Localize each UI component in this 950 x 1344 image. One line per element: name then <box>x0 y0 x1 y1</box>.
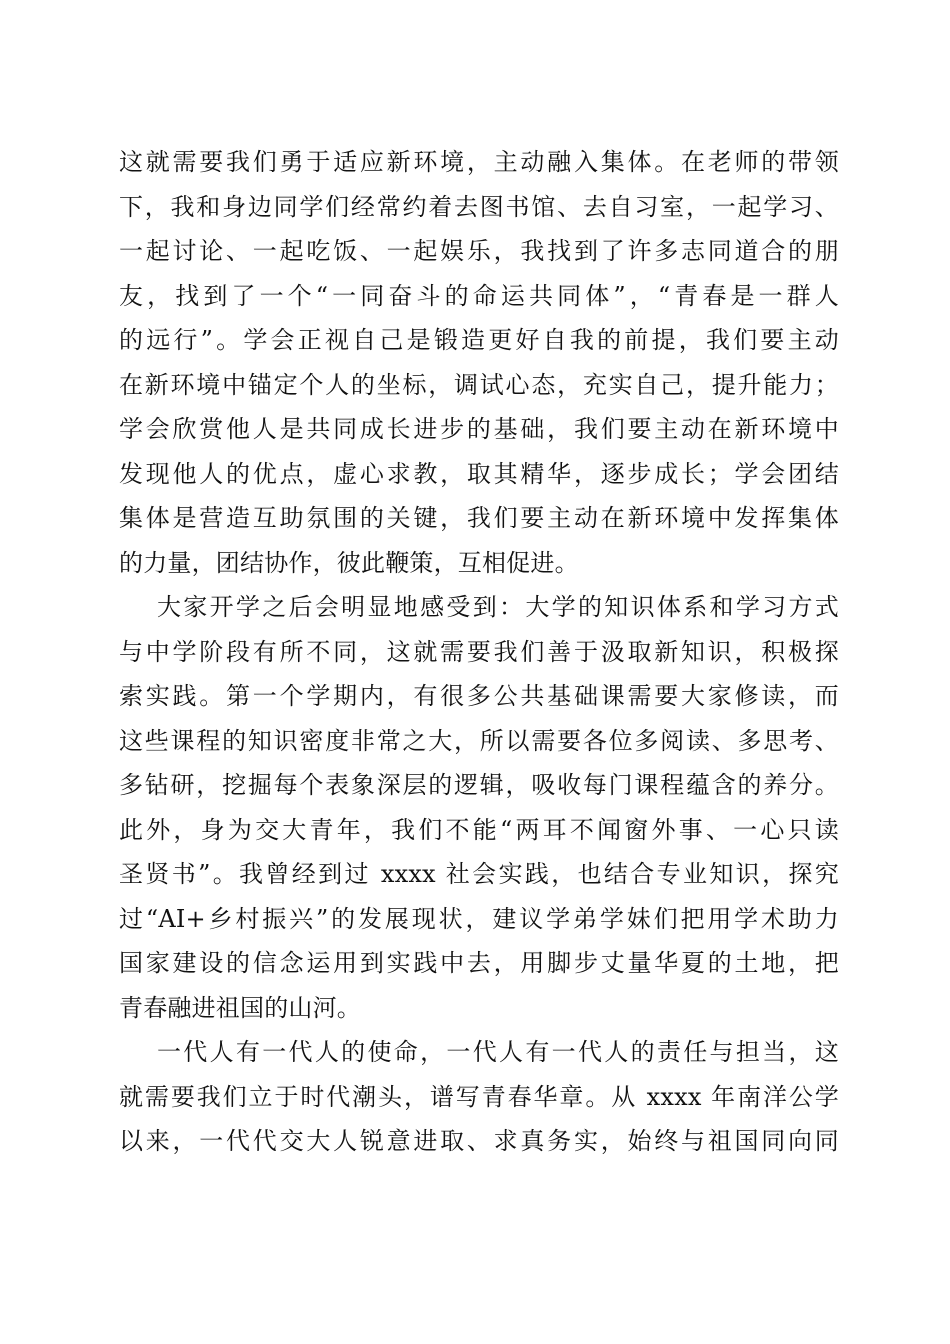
text-line: 就需要我们立于时代潮头，谱写青春华章。从 xxxx 年南洋公学 <box>119 1082 839 1111</box>
text-line: 一起讨论、一起吃饭、一起娱乐，我找到了许多志同道合的朋 <box>119 237 839 265</box>
text-line: 在新环境中锚定个人的坐标，调试心态，充实自己，提升能力； <box>119 370 839 399</box>
text-line: 的力量，团结协作，彼此鞭策，互相促进。 <box>119 548 579 577</box>
text-line: 青春融进祖国的山河。 <box>119 993 361 1022</box>
text-line: 与中学阶段有所不同，这就需要我们善于汲取新知识，积极探 <box>119 637 839 666</box>
text-line: 下，我和身边同学们经常约着去图书馆、去自习室，一起学习、 <box>119 192 839 221</box>
text-line: 国家建设的信念运用到实践中去，用脚步丈量华夏的土地，把 <box>119 949 839 977</box>
text-line: 此外，身为交大青年，我们不能“两耳不闻窗外事、一心只读 <box>119 815 839 844</box>
text-line: 圣贤书”。我曾经到过 xxxx 社会实践，也结合专业知识，探究 <box>119 860 839 888</box>
document-body <box>119 140 839 1164</box>
text-line: 这些课程的知识密度非常之大，所以需要各位多阅读、多思考、 <box>119 726 839 755</box>
text-line: 这就需要我们勇于适应新环境，主动融入集体。在老师的带领 <box>119 148 839 176</box>
text-line: 多钻研，挖掘每个表象深层的逻辑，吸收每门课程蕴含的养分。 <box>119 771 839 799</box>
text-line: 以来，一代代交大人锐意进取、求真务实，始终与祖国同向同 <box>119 1127 839 1155</box>
text-line: 友，找到了一个“一同奋斗的命运共同体”，“青春是一群人 <box>119 281 839 310</box>
text-line: 过“AI+乡村振兴”的发展现状，建议学弟学妹们把用学术助力 <box>119 904 839 933</box>
text-line: 学会欣赏他人是共同成长进步的基础，我们要主动在新环境中 <box>119 415 839 443</box>
paragraph-first-line: 大家开学之后会明显地感受到：大学的知识体系和学习方式 <box>157 593 839 621</box>
text-line: 发现他人的优点，虚心求教，取其精华，逐步成长；学会团结 <box>119 459 839 488</box>
text-line: 索实践。第一个学期内，有很多公共基础课需要大家修读，而 <box>119 682 839 710</box>
paragraph-first-line: 一代人有一代人的使命，一代人有一代人的责任与担当，这 <box>157 1038 839 1066</box>
text-line: 的远行”。学会正视自己是锻造更好自我的前提，我们要主动 <box>119 326 839 354</box>
text-line: 集体是营造互助氛围的关键，我们要主动在新环境中发挥集体 <box>119 504 839 532</box>
